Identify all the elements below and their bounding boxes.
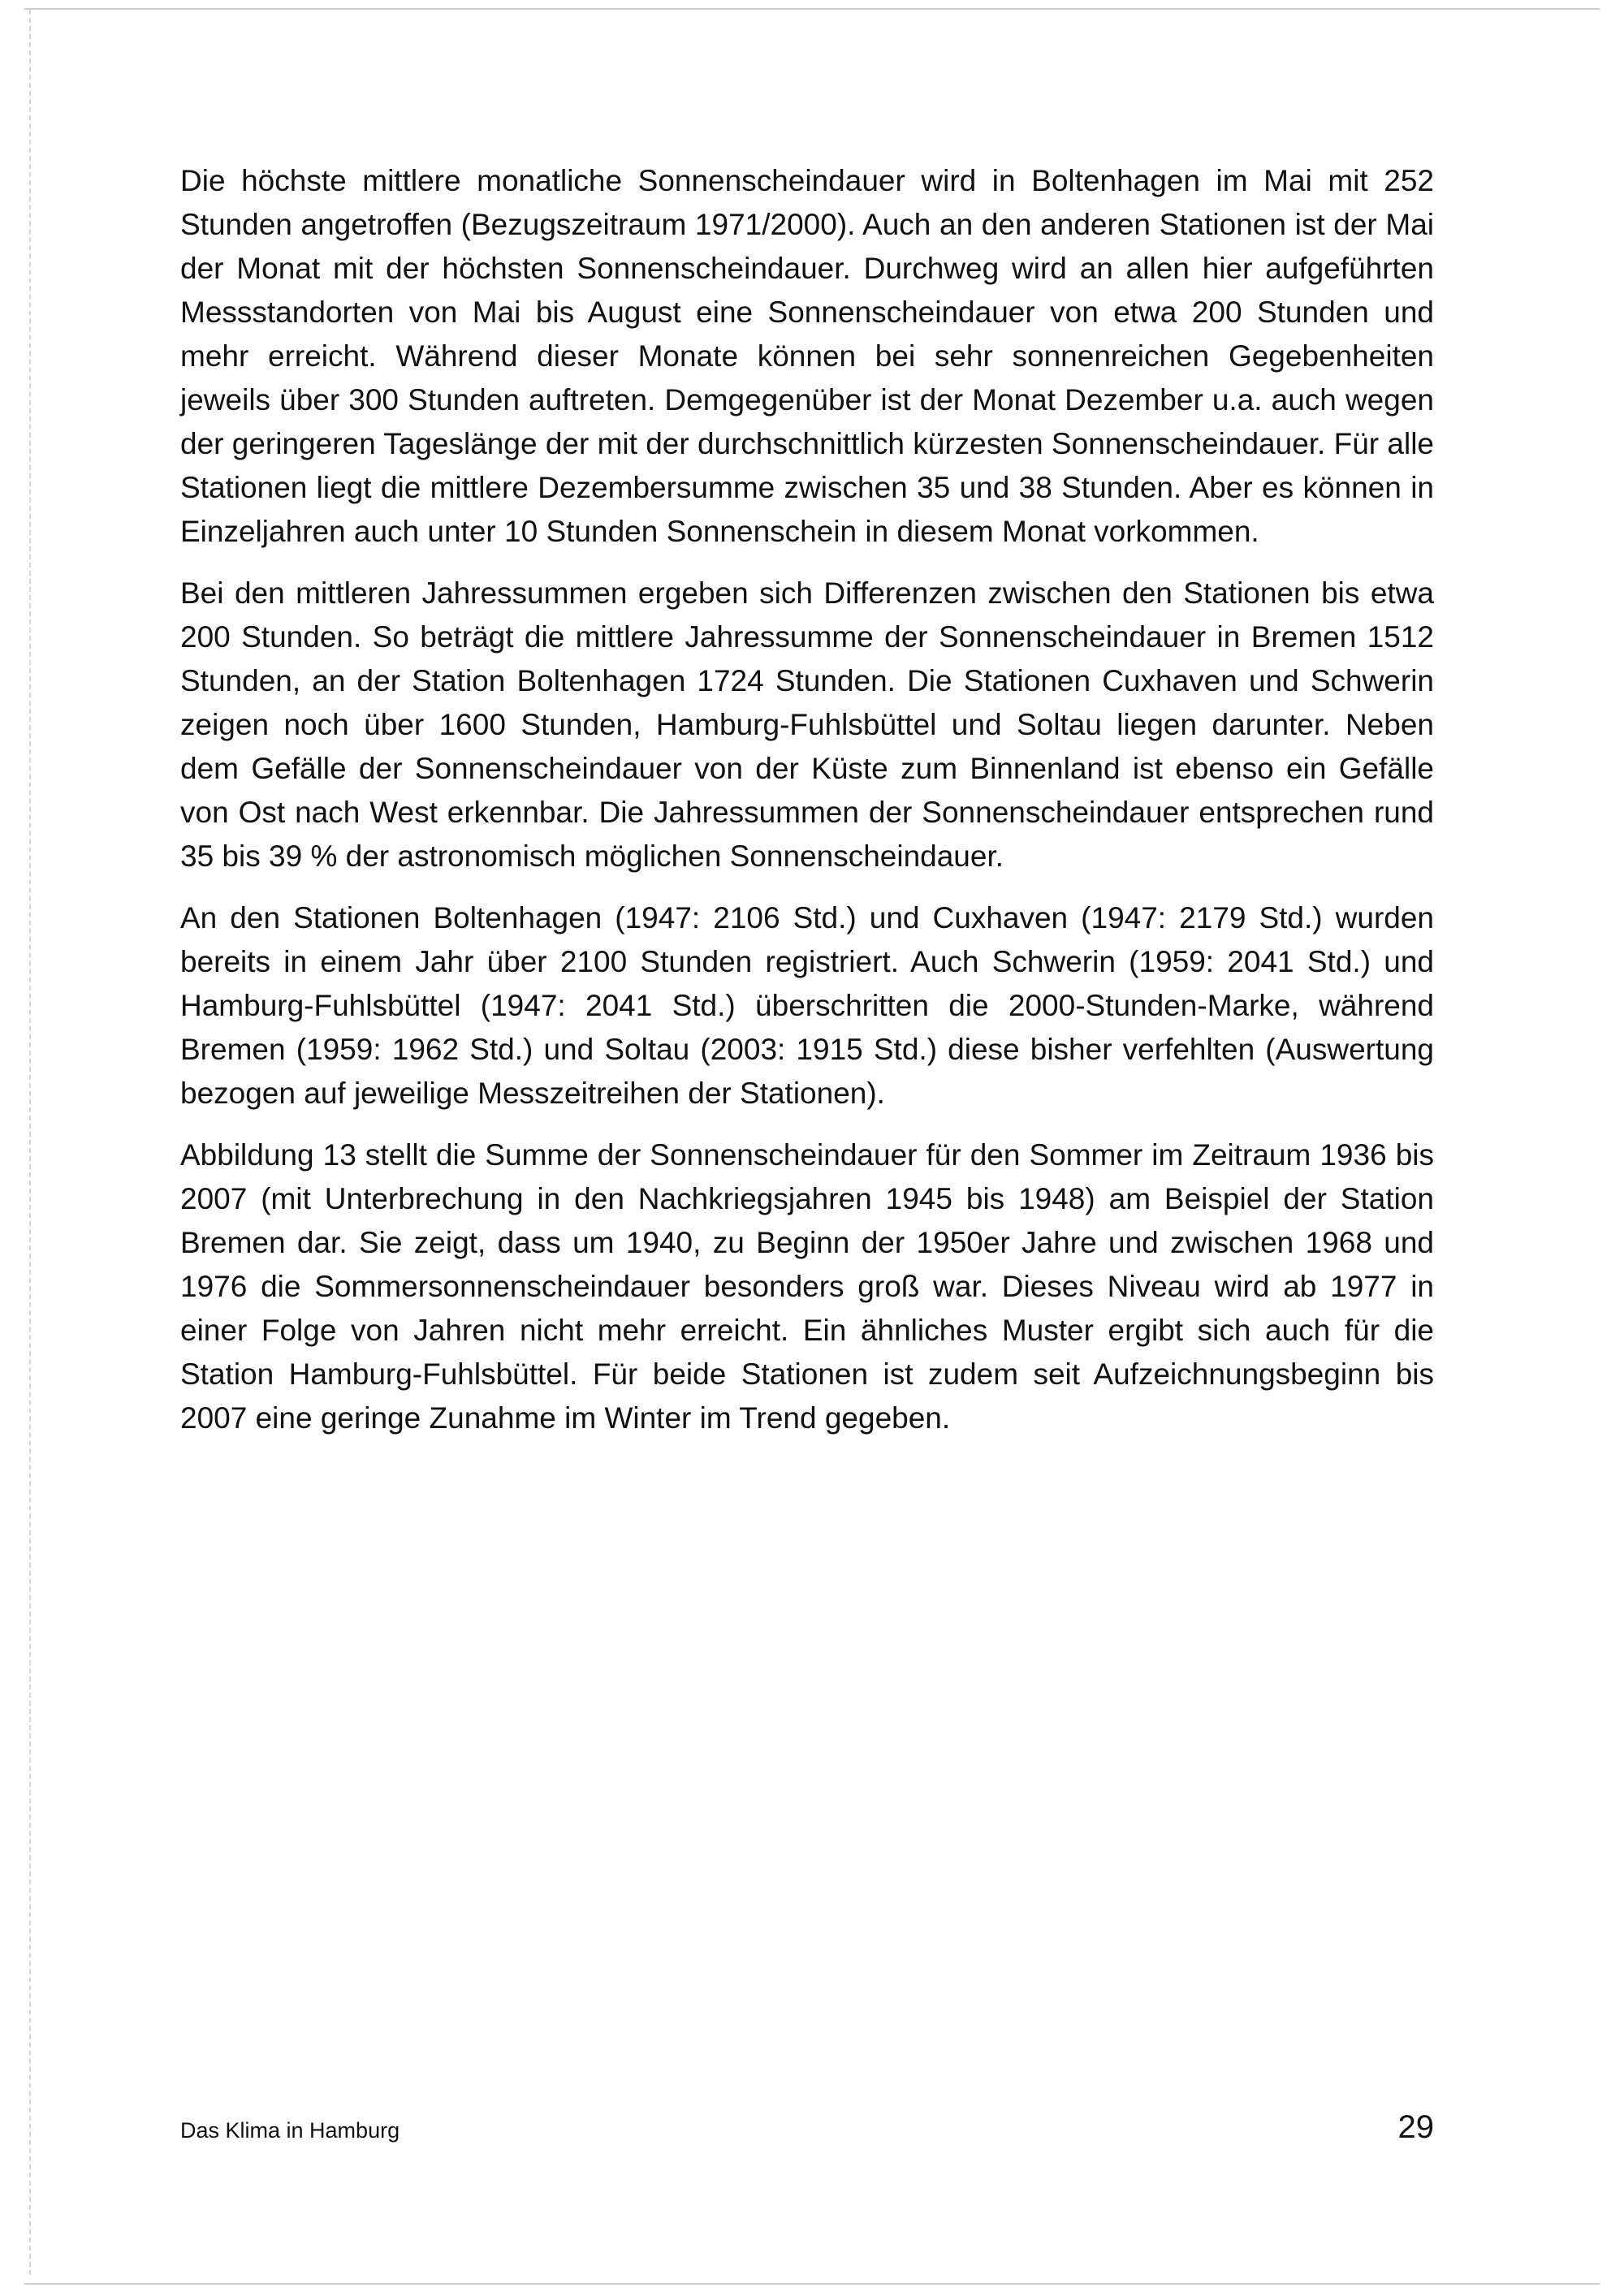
page-footer: [180, 2098, 1434, 2147]
paragraph-monthly-sunshine: Die höchste mittlere monatliche Sonnenscheindauer wird in Boltenhagen im Mai mit 252 Stunden angetroffen (Bezugszeitraum 1971/2000). Auch an den anderen Stationen ist der Mai der Monat mit der höchsten Sonnenscheindauer. Durchweg wird an allen hier aufgeführten Messstandorten von Mai bis August eine Sonnenscheindauer von etwa 200 Stunden und mehr erreicht. Während dieser Monate können bei sehr sonnenreichen Gegebenheiten jeweils über 300 Stunden auftreten. Demgegenüber ist der Monat Dezember u.a. auch wegen der geringeren Tageslänge der mit der durchschnittlich kürzesten Sonnenscheindauer. Für alle Stationen liegt die mittlere Dezembersumme zwischen 35 und 38 Stunden. Aber es können in Einzeljahren auch unter 10 Stunden Sonnenschein in diesem Monat vorkommen.: [180, 164, 1434, 548]
paragraph-annual-sums: Bei den mittleren Jahressummen ergeben sich Differenzen zwischen den Stationen bis etwa 200 Stunden. So beträgt die mittlere Jahressumme der Sonnenscheindauer in Bremen 1512 Stunden, an der Station Boltenhagen 1724 Stunden. Die Stationen Cuxhaven und Schwerin zeigen noch über 1600 Stunden, Hamburg-Fuhlsbüttel und Soltau liegen darunter. Neben dem Gefälle der Sonnenscheindauer von der Küste zum Binnenland ist ebenso ein Gefälle von Ost nach West erkennbar. Die Jahressummen der Sonnenscheindauer entsprechen rund 35 bis 39 % der astronomisch möglichen Sonnenscheindauer.: [180, 576, 1434, 873]
paragraph-record-years: An den Stationen Boltenhagen (1947: 2106 Std.) und Cuxhaven (1947: 2179 Std.) wurden bereits in einem Jahr über 2100 Stunden registriert. Auch Schwerin (1959: 2041 Std.) und Hamburg-Fuhlsbüttel (1947: 2041 Std.) überschritten die 2000-Stunden-Marke, während Bremen (1959: 1962 Std.) und Soltau (2003: 1915 Std.) diese bisher verfehlten (Auswertung bezogen auf jeweilige Messzeitreihen der Stationen).: [180, 901, 1434, 1110]
page-number: 29: [1397, 2109, 1434, 2145]
scan-edge-bottom: [24, 2283, 1600, 2285]
footer-title: Das Klima in Hamburg: [180, 2118, 400, 2143]
scan-edge-top: [24, 8, 1600, 10]
paragraph-figure-13: Abbildung 13 stellt die Summe der Sonnenscheindauer für den Sommer im Zeitraum 1936 bis 2007 (mit Unterbrechung in den Nachkriegsjahren 1945 bis 1948) am Beispiel der Station Bremen dar. Sie zeigt, dass um 1940, zu Beginn der 1950er Jahre und zwischen 1968 und 1976 die Sommersonnenscheindauer besonders groß war. Dieses Niveau wird ab 1977 in einer Folge von Jahren nicht mehr erreicht. Ein ähnliches Muster ergibt sich auch für die Station Hamburg-Fuhlsbüttel. Für beide Stationen ist zudem seit Aufzeichnungsbeginn bis 2007 eine geringe Zunahme im Winter im Trend gegeben.: [180, 1138, 1434, 1435]
body-text: [180, 159, 1434, 1458]
scan-edge-left: [29, 10, 31, 2275]
